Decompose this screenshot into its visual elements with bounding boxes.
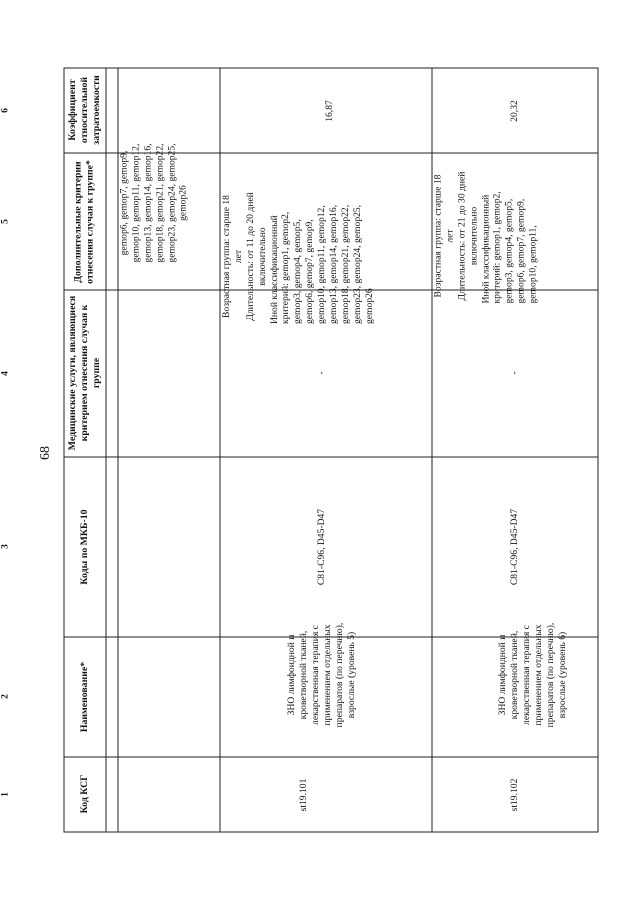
continuation-criteria: gemop6, gemop7, gemop9, gemop10, gemop11, gemop12, gemop13, gemop14, gemop16, gemop18, gemop21, gemop22, gemop23, gemop24, gemop25, gemop26 — [118, 143, 189, 263]
row-2-name: ЗНО лимфоидной и кроветворной тканей, лекарственная терапия с применением отдельных препаратов (по перечню), взрослые (уровень 6) — [497, 622, 568, 728]
row-1-age: Возрастная группа: старше 18 лет — [221, 195, 244, 318]
row-1-code: st19.101 — [298, 778, 309, 812]
col-number-6: 6 — [0, 108, 11, 113]
header-services: Медицинские услуги, являющиеся критерием отнесения случая к группе — [67, 295, 102, 451]
row-2-duration: Длительность: от 21 до 30 дней включительно — [456, 171, 480, 301]
row-1-coefficient: 16,87 — [324, 100, 335, 122]
row-2-code: st19.102 — [509, 778, 520, 812]
row-1-duration: Длительность: от 11 до 20 дней включительно — [244, 192, 268, 321]
row-2-services: - — [509, 371, 520, 375]
col-number-1: 1 — [0, 792, 11, 797]
row-1-services: - — [316, 371, 327, 375]
header-coefficient: Коэффициент относительной затратоемкости — [67, 75, 102, 145]
col-number-5: 5 — [0, 219, 11, 224]
header-name: Наименование* — [79, 661, 91, 733]
col-number-3: 3 — [0, 544, 11, 549]
row-2-mkb: C81-C96, D45-D47 — [509, 508, 520, 586]
row-1-name: ЗНО лимфоидной и кроветворной тканей, лекарственная терапия с применением отдельных препаратов (по перечню), взрослые (уровень 5) — [286, 622, 357, 728]
row-1-other-criteria: Иной классификационный критерий: gemop1, gemop2, gemop3, gemop4, gemop5, gemop6, gemop7, gemop9, gemop10, gemop11, gemop12, gemop13, gemop14, gemop16, gemop18, gemop21, gemop22, gemop23, gemop24, gemop25, gemop26 — [268, 204, 375, 324]
row-2-other-criteria: Иной классификационный критерий: gemop1, gemop2, gemop3, gemop4, gemop5, gemop6, gemop7, gemop9, gemop10, gemop11, — [480, 191, 539, 304]
col-number-2: 2 — [0, 694, 11, 699]
row-1-mkb: C81-C96, D45-D47 — [316, 508, 327, 586]
row-2-extra-criteria — [433, 169, 599, 304]
header-extra-criteria: Дополнительные критерии отнесения случая к группе* — [72, 160, 96, 284]
row-2-age: Возрастная группа: старше 18 лет — [432, 174, 456, 298]
row-2-coefficient: 20,32 — [509, 100, 520, 122]
row-1-extra-criteria — [221, 189, 428, 324]
header-mkb-codes: Коды по МКБ-10 — [79, 509, 91, 585]
col-number-4: 4 — [0, 371, 11, 376]
page-number: 68 — [38, 446, 53, 460]
header-ksg-code: Код КСГ — [79, 774, 91, 814]
